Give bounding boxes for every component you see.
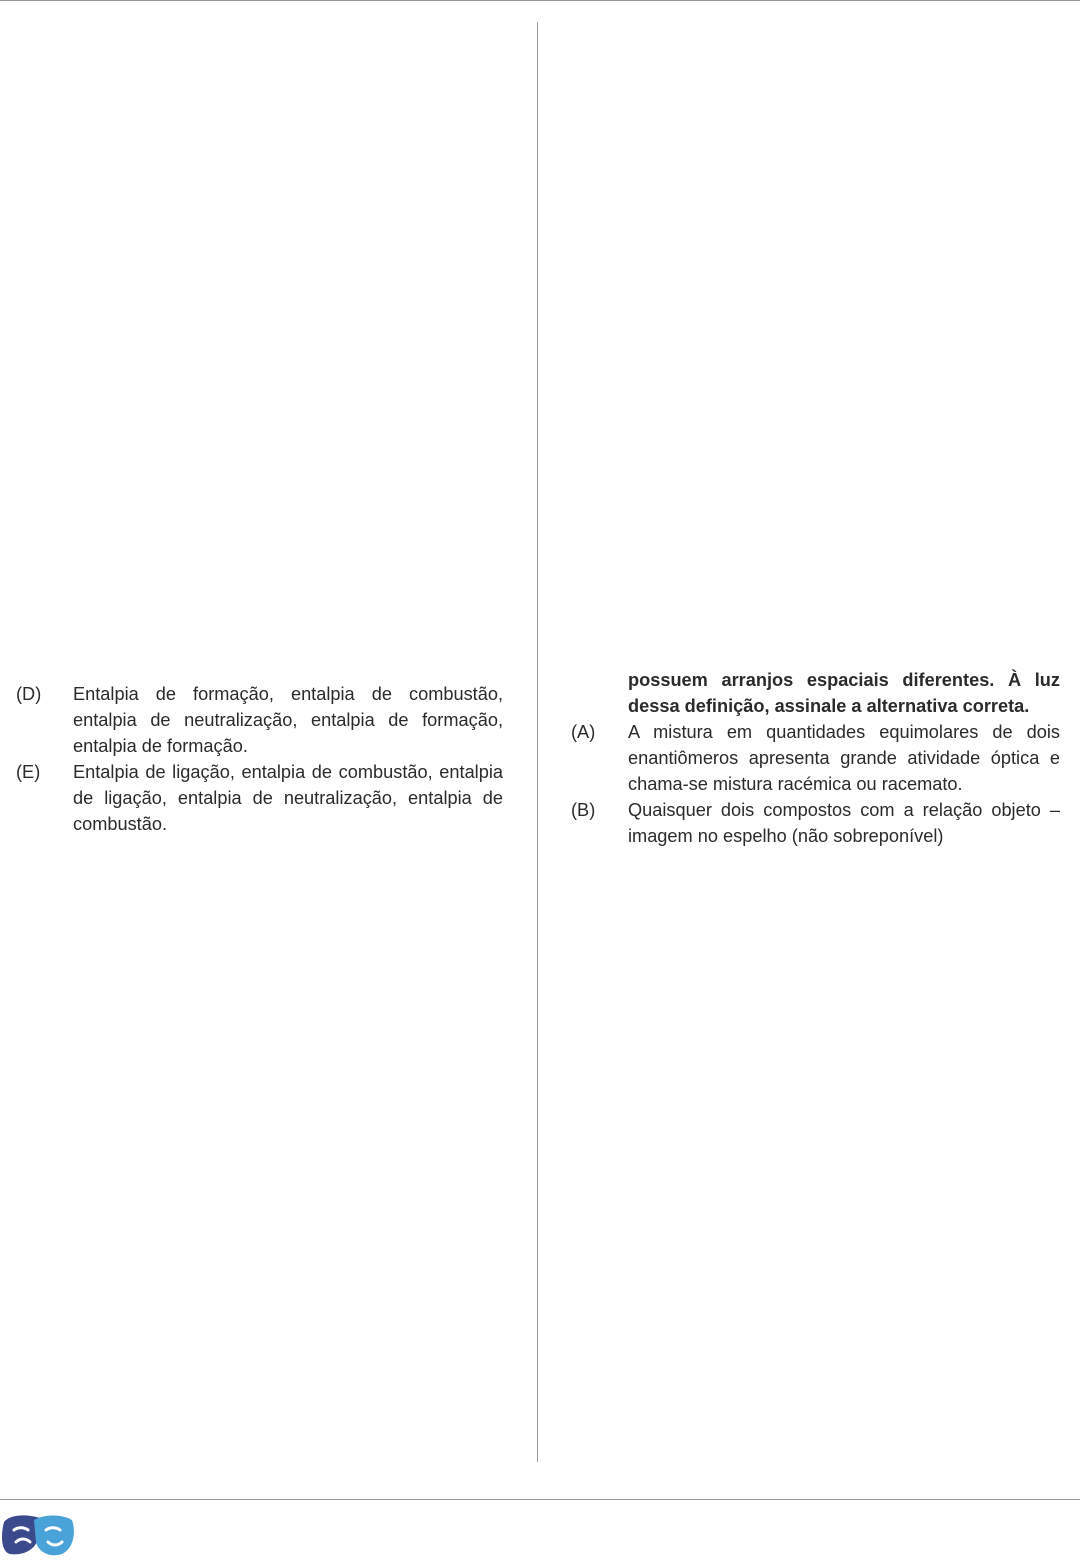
- option-a-text: A mistura em quantidades equimolares de dois enantiômeros apresenta grande atividade óptica e chama-se mistura racémica ou racemato.: [628, 722, 1060, 794]
- bottom-rule: [0, 1499, 1080, 1500]
- question-stem: possuem arranjos espaciais diferentes. À luz dessa definição, assinale a alternativa correta.: [628, 670, 1060, 716]
- option-a: [571, 719, 1060, 797]
- option-d-text: Entalpia de formação, entalpia de combustão, entalpia de neutralização, entalpia de formação, entalpia de formação.: [73, 684, 503, 756]
- option-e-marker: (E): [16, 762, 41, 782]
- option-e: [16, 759, 503, 837]
- publisher-logo-icon: [0, 1508, 76, 1558]
- option-a-marker: (A): [571, 722, 596, 742]
- top-rule: [0, 0, 1080, 1]
- right-column: [571, 667, 1060, 849]
- option-e-text: Entalpia de ligação, entalpia de combustão, entalpia de ligação, entalpia de neutralização, entalpia de combustão.: [73, 762, 503, 834]
- option-b: [571, 797, 1060, 849]
- option-d-marker: (D): [16, 684, 42, 704]
- left-column: [16, 681, 503, 837]
- option-b-marker: (B): [571, 800, 596, 820]
- option-d: [16, 681, 503, 759]
- column-divider: [537, 22, 538, 1462]
- option-b-text: Quaisquer dois compostos com a relação objeto – imagem no espelho (não sobreponível): [628, 800, 1060, 846]
